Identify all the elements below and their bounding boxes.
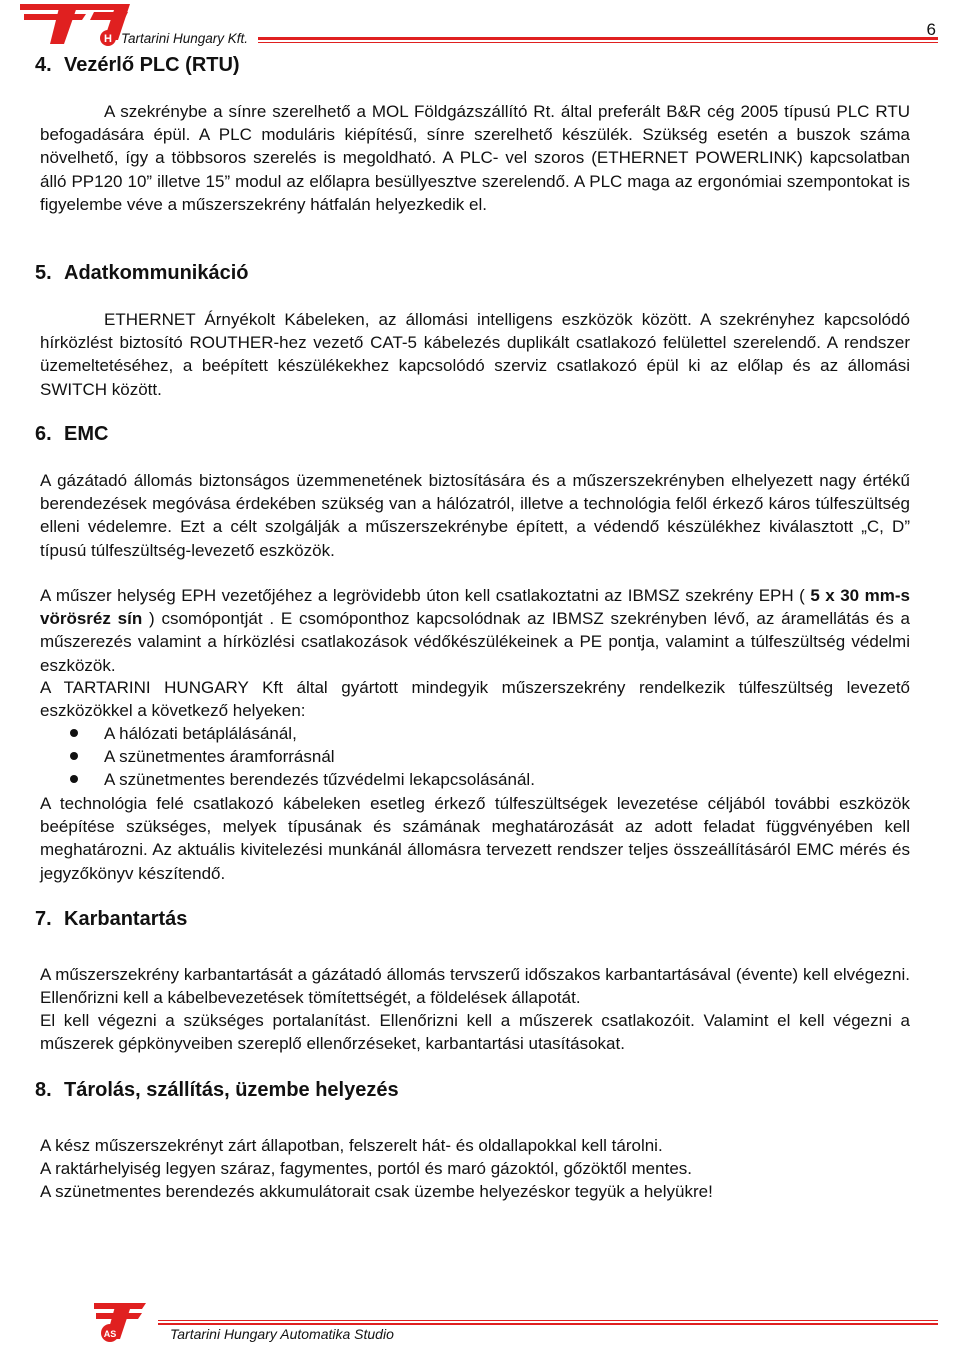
section-8-line-2: A raktárhelyiség legyen száraz, fagymentes, portól és maró gázoktól, gőzöktől mentes. bbox=[40, 1159, 692, 1178]
footer-rule-thin bbox=[158, 1320, 938, 1321]
section-6-paragraph-3: A TARTARINI HUNGARY Kft által gyártott mindegyik műszerszekrény rendelkezik túlfeszültség levezető eszközökkel a következő helyeken: bbox=[40, 678, 910, 721]
section-8-heading bbox=[35, 1079, 399, 1102]
list-item: A hálózati betáplálásánál, bbox=[40, 722, 910, 745]
logo-letter: H bbox=[104, 33, 112, 45]
section-7-heading bbox=[35, 908, 187, 931]
footer-rule bbox=[158, 1323, 938, 1325]
section-4-paragraph: A szekrénybe a sínre szerelhető a MOL Földgázszállító Rt. által preferált B&R cég 2005 típusú PLC RTU befogadására épül. A PLC moduláris kiépítésű, sínre szerelhető készülék. Szükség esetén a buszok száma növelhető, így a többsoros szerelés is megoldható. A PLC- vel szoros (ETHERNET POWERLINK) kapcsolatban álló PP120 10” illetve 15” modul az előlapra besüllyesztve szerelendő. A PLC maga az ergonómiai szempontokat is figyelembe véve a műszerszekrény hátfalán helyezkedik el. bbox=[40, 102, 910, 214]
section-8-line-3: A szünetmentes berendezés akkumulátorait csak üzembe helyezéskor tegyük a helyükre! bbox=[40, 1182, 713, 1201]
section-6-paragraph-1: A gázátadó állomás biztonságos üzemmenetének biztosítására és a műszerszekrényben elhelyezett nagy értékű berendezések megóvása érdekében szükség van a hálózatról, illetve a technológia felől érkező káros túlfeszültség elleni védelemre. Ezt a célt szolgálják a műszerszekrénybe épített, a védendő készülékhez kiválasztott „C, D” típusú túlfeszültség-levezető eszközök. bbox=[40, 471, 910, 560]
section-6-paragraph-4: A technológia felé csatlakozó kábeleken esetleg érkező túlfeszültségek levezetése céljából további eszközök beépítése szükséges, melyek típusának és számának meghatározását az adott feladat függvényében kell meghatározni. Az aktuális kivitelezési munkánál állomásra tervezett rendszer teljes összeállításáról EMC mérés és jegyzőkönyv készítendő. bbox=[40, 794, 910, 883]
section-number: 8. bbox=[35, 1079, 52, 1101]
bullet-icon bbox=[70, 752, 78, 760]
section-4-heading bbox=[35, 54, 240, 77]
footer-text: Tartarini Hungary Automatika Studio bbox=[170, 1326, 394, 1342]
tartarini-logo-icon bbox=[20, 0, 132, 48]
bold-spec: 5 x 30 mm-s vörösréz sín bbox=[40, 586, 910, 629]
page-number: 6 bbox=[926, 20, 936, 39]
bullet-icon bbox=[70, 775, 78, 783]
section-6-paragraph-2: A műszer helység EPH vezetőjéhez a legrövidebb úton kell csatlakoztatni az IBMSZ szekrény EPH ( 5 x 30 mm-s vörösréz sín ) csomópontját . E csomóponthoz kapcsolódnak az IBMSZ szekrényben lévő, az áramellátás és a műszerezés valamint a hírközlési csatlakozások védőkészülékeinek a PE pontja, valamint a túlfeszültség védelmi eszközök. bbox=[40, 586, 910, 675]
automatika-studio-logo-icon bbox=[88, 1297, 158, 1343]
header-company: Tartarini Hungary Kft. bbox=[121, 31, 249, 46]
section-title: Karbantartás bbox=[64, 908, 188, 930]
footer-logo-letters: AS bbox=[103, 1329, 117, 1339]
section-5-paragraph: ETHERNET Árnyékolt Kábeleken, az állomási intelligens eszközök között. A szekrényhez kapcsolódó hírközlést biztosító ROUTHER-hez vezető CAT-5 kábelezés duplikált csatlakozó felülettel szerelendő. A rendszer üzemeltetéséhez, a beépített készülékekhez kapcsolódó szerviz csatlakozó épül ki az előlap és az állomási SWITCH között. bbox=[40, 310, 910, 399]
section-title: Vezérlő PLC (RTU) bbox=[64, 54, 240, 76]
section-7-paragraph-2: El kell végezni a szükséges portalanítást. Ellenőrizni kell a műszerek csatlakozóit. Valamint el kell végezni a műszerek gépkönyveiben szereplő ellenőrzéseket, karbantartási utasításokat. bbox=[40, 1011, 910, 1054]
section-number: 5. bbox=[35, 262, 52, 284]
section-number: 6. bbox=[35, 423, 52, 445]
header-rule-thin bbox=[258, 42, 938, 43]
section-8-line-1: A kész műszerszekrényt zárt állapotban, felszerelt hát- és oldallapokkal kell tárolni. bbox=[40, 1136, 663, 1155]
section-7-paragraph-1: A műszerszekrény karbantartását a gázátadó állomás tervszerű időszakos karbantartásával (évente) kell elvégezni. Ellenőrizni kell a kábelbevezetések tömítettségét, a földelések állapotát. bbox=[40, 965, 910, 1008]
section-title: EMC bbox=[64, 423, 109, 445]
section-title: Adatkommunikáció bbox=[64, 262, 249, 284]
bullet-icon bbox=[70, 729, 78, 737]
section-6-heading bbox=[35, 423, 108, 446]
section-title: Tárolás, szállítás, üzembe helyezés bbox=[64, 1079, 399, 1101]
section-number: 7. bbox=[35, 908, 52, 930]
section-number: 4. bbox=[35, 54, 52, 76]
protection-locations-list bbox=[40, 722, 910, 792]
list-item: A szünetmentes áramforrásnál bbox=[40, 745, 910, 768]
section-5-heading bbox=[35, 262, 248, 285]
list-item: A szünetmentes berendezés tűzvédelmi lekapcsolásánál. bbox=[40, 768, 910, 791]
header-rule bbox=[258, 37, 938, 40]
